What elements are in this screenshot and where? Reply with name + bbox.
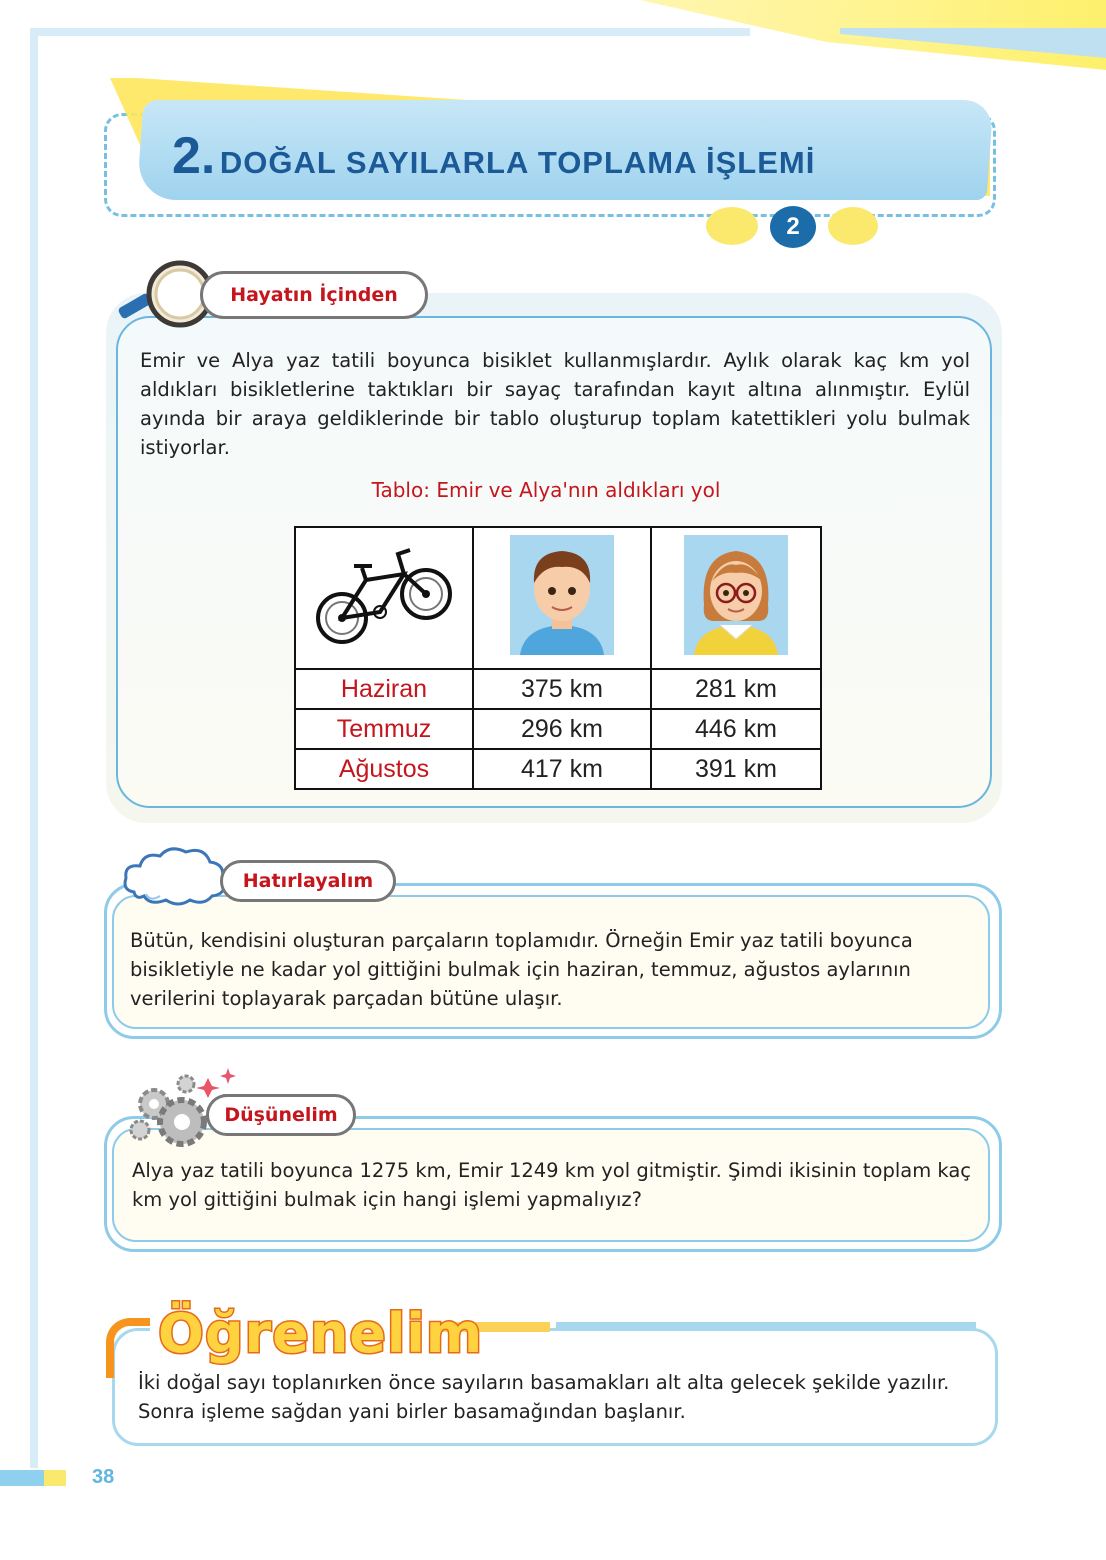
month-cell: Ağustos bbox=[295, 749, 473, 789]
yellow-dot-right bbox=[828, 207, 878, 245]
boy-avatar-icon bbox=[510, 535, 614, 655]
remember-section-label: Hatırlayalım bbox=[220, 860, 396, 902]
cloud-icon bbox=[120, 844, 230, 908]
page-title bbox=[172, 126, 815, 186]
badge-number: 2 bbox=[770, 206, 816, 248]
emir-distance-cell: 296 km bbox=[473, 709, 651, 749]
footer-blue-tab bbox=[0, 1470, 44, 1486]
girl-avatar-icon bbox=[684, 535, 788, 655]
chapter-number: 2. bbox=[172, 127, 216, 185]
table-row bbox=[295, 709, 821, 749]
bicycle-icon bbox=[314, 540, 454, 650]
table-header-row bbox=[295, 527, 821, 669]
month-cell: Temmuz bbox=[295, 709, 473, 749]
table-row bbox=[295, 749, 821, 789]
page-frame-left bbox=[30, 28, 38, 1468]
chapter-title: DOĞAL SAYILARLA TOPLAMA İŞLEMİ bbox=[219, 145, 816, 180]
bicycle-cell bbox=[295, 527, 473, 669]
emir-distance-cell: 417 km bbox=[473, 749, 651, 789]
life-section-paragraph: Emir ve Alya yaz tatili boyunca bisiklet kullanmışlardır. Aylık olarak kaç km yol aldıkları bisikletlerine taktıkları bir sayaç tarafından kayıt altına alınmıştır. Eylül ayında bir araya geldiklerinde bir tablo oluşturup toplam katettikleri yolu bulmak istiyorlar. bbox=[140, 349, 970, 459]
footer-yellow-tab bbox=[44, 1470, 66, 1486]
alya-cell bbox=[651, 527, 821, 669]
think-section-label: Düşünelim bbox=[206, 1094, 356, 1136]
page-frame-top bbox=[30, 28, 750, 36]
life-section-label: Hayatın İçinden bbox=[200, 271, 428, 319]
alya-distance-cell: 446 km bbox=[651, 709, 821, 749]
distance-table bbox=[294, 526, 822, 790]
month-cell: Haziran bbox=[295, 669, 473, 709]
emir-distance-cell: 375 km bbox=[473, 669, 651, 709]
table-caption: Tablo: Emir ve Alya'nın aldıkları yol bbox=[371, 478, 721, 502]
page-number: 38 bbox=[92, 1466, 115, 1488]
remember-section-paragraph: Bütün, kendisini oluşturan parçaların toplamıdır. Örneğin Emir yaz tatili boyunca bisikletiyle ne kadar yol gittiğini bulmak için haziran, temmuz, ağustos aylarının verilerini toplayarak parçadan bütüne ulaşır. bbox=[130, 929, 913, 1010]
learn-title-graphic bbox=[152, 1290, 484, 1368]
learn-title-text: Öğrenelim bbox=[158, 1302, 484, 1365]
table-row bbox=[295, 669, 821, 709]
alya-distance-cell: 391 km bbox=[651, 749, 821, 789]
emir-cell bbox=[473, 527, 651, 669]
learn-blue-stripe bbox=[556, 1322, 976, 1330]
yellow-dot-left bbox=[706, 207, 758, 245]
learn-section-paragraph: İki doğal sayı toplanırken önce sayıların basamakları alt alta gelecek şekilde yazılır. Sonra işleme sağdan yani birler basamağından başlanır. bbox=[138, 1371, 950, 1423]
alya-distance-cell: 281 km bbox=[651, 669, 821, 709]
think-section-paragraph: Alya yaz tatili boyunca 1275 km, Emir 1249 km yol gitmiştir. Şimdi ikisinin toplam kaç km yol gittiğini bulmak için hangi işlemi yapmalıyız? bbox=[132, 1159, 972, 1211]
